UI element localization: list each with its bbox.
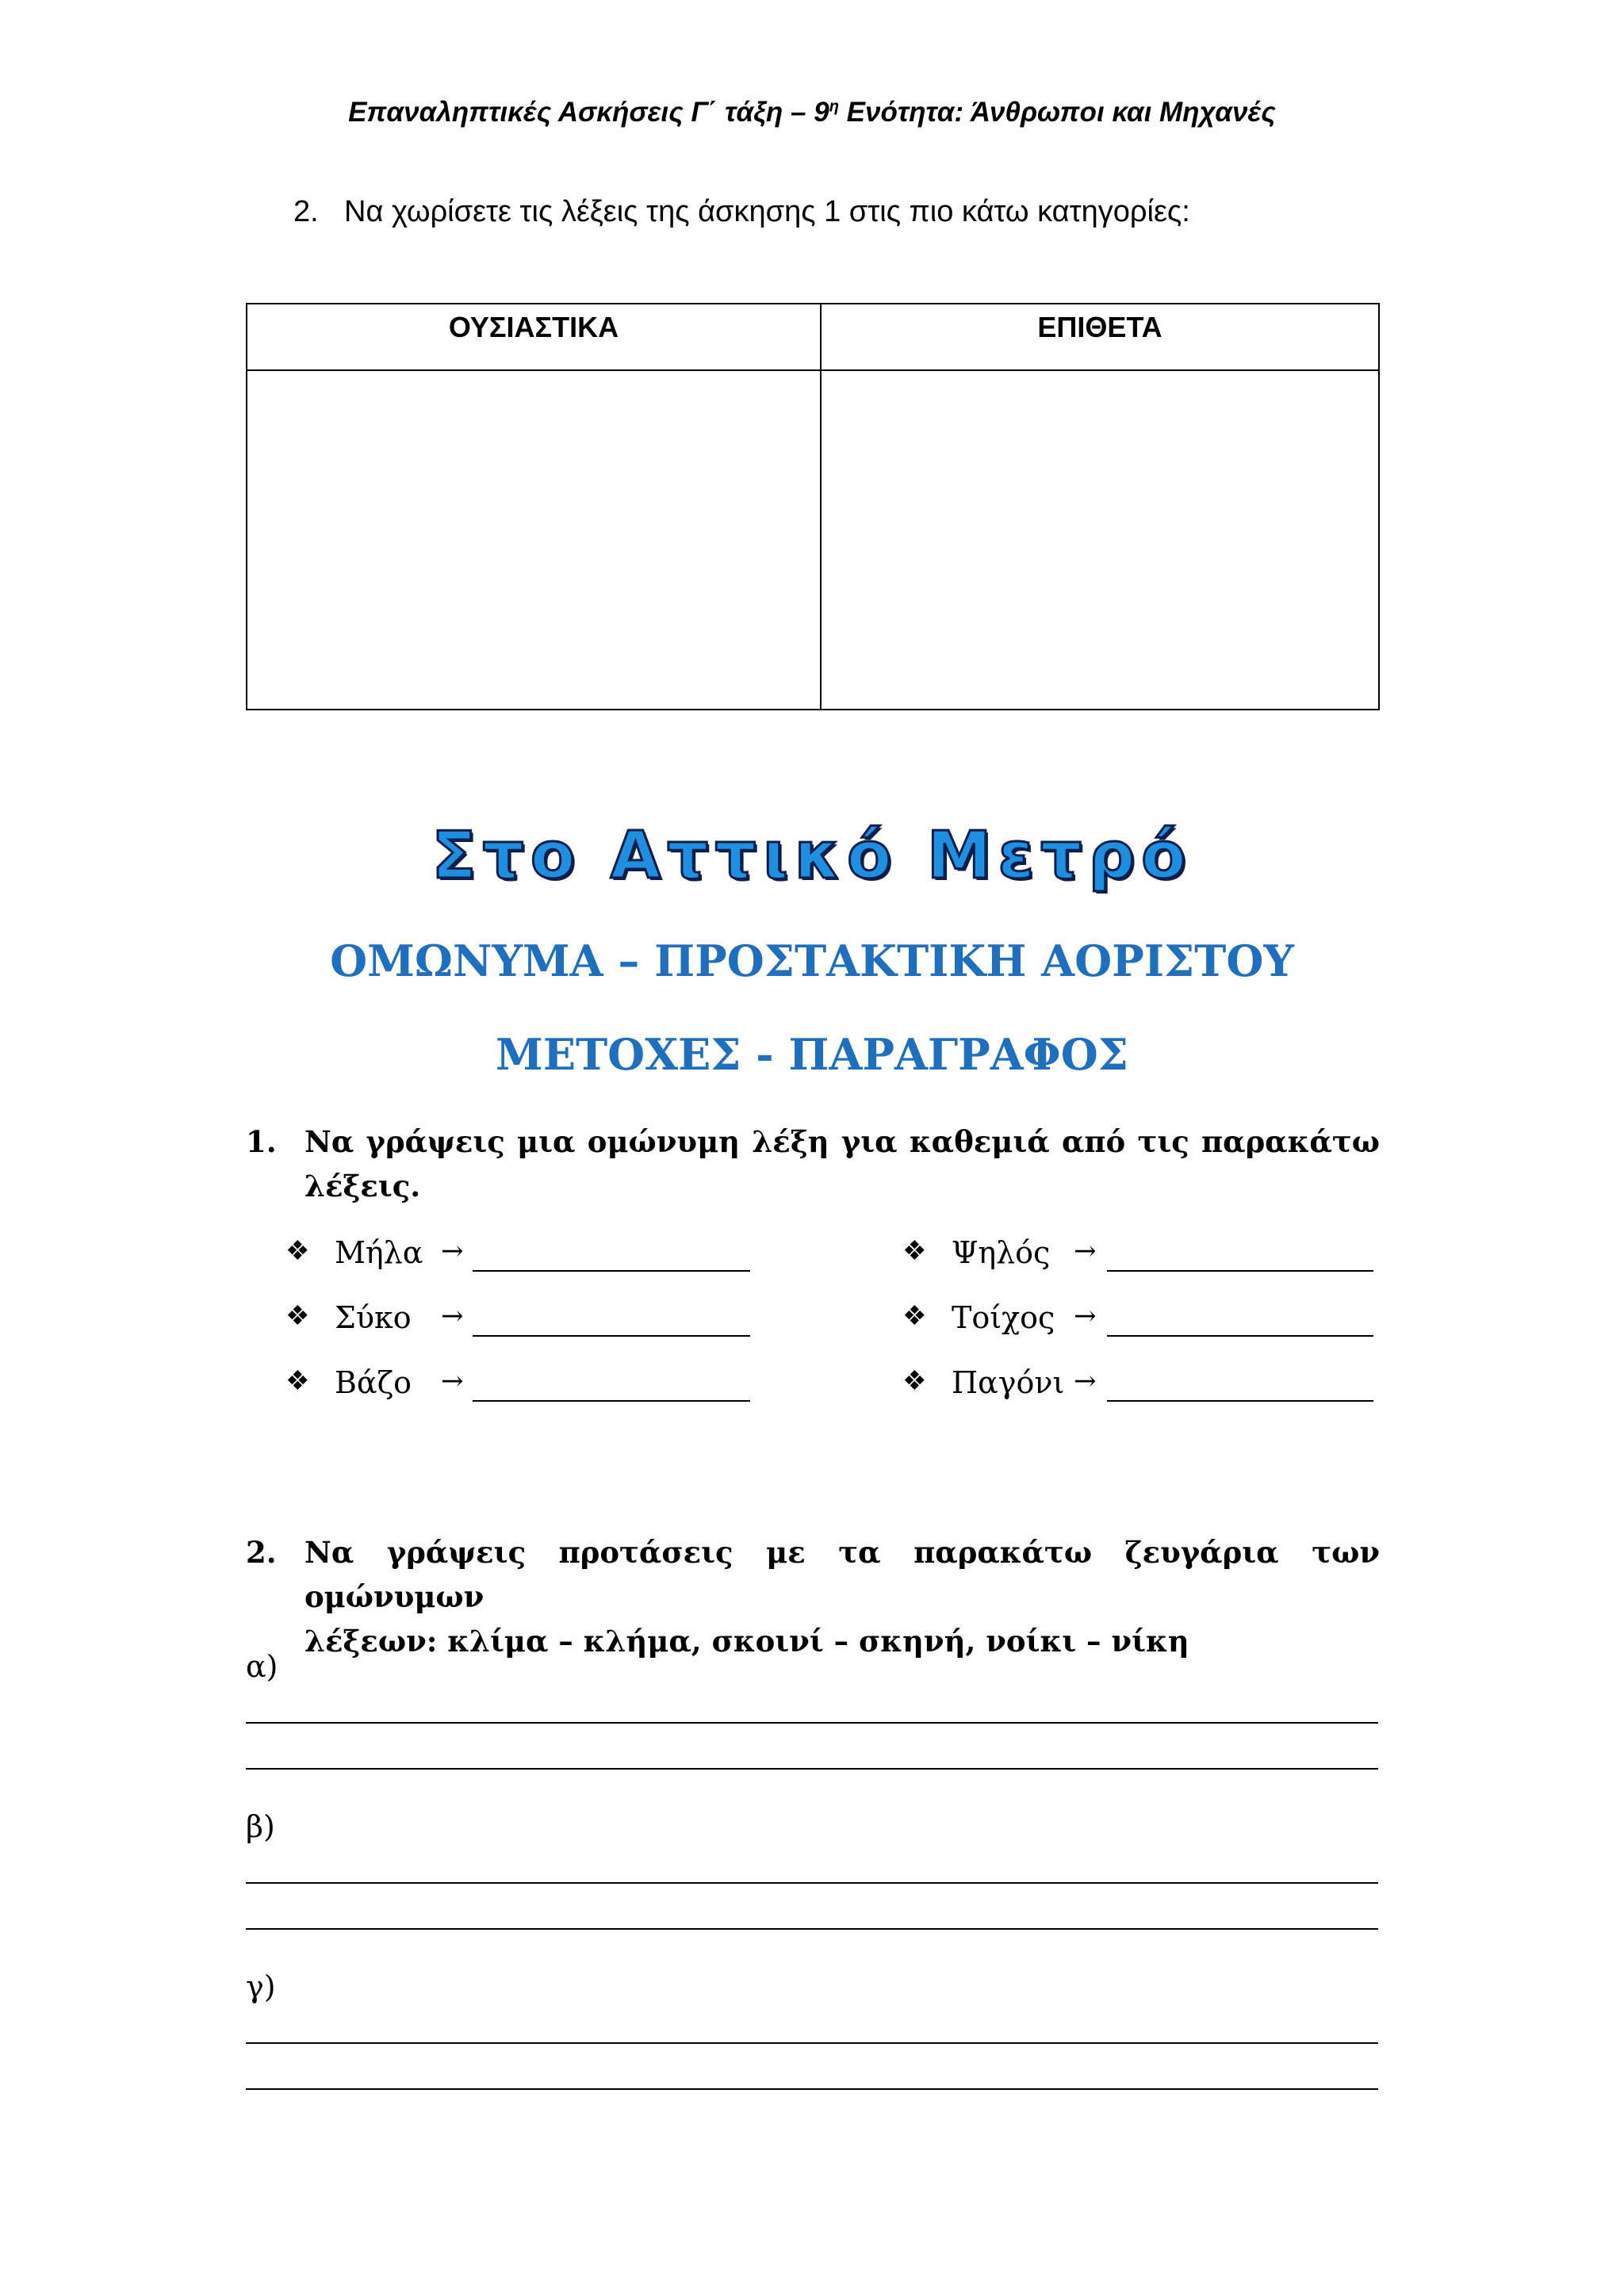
category-table	[246, 303, 1380, 710]
arrow-icon: →	[1074, 1365, 1097, 1397]
answer-blank[interactable]	[1107, 1400, 1373, 1402]
answer-blank[interactable]	[473, 1400, 750, 1402]
bullet-icon: ❖	[285, 1300, 310, 1332]
homonym-item	[285, 1300, 761, 1341]
homonym-item	[902, 1235, 1378, 1276]
nouns-cell[interactable]	[247, 370, 821, 710]
previous-exercise-instruction	[293, 195, 1190, 229]
bullet-icon: ❖	[285, 1365, 310, 1397]
bullet-icon: ❖	[285, 1235, 310, 1267]
answer-label-c: γ)	[246, 1969, 276, 2004]
answer-blank[interactable]	[473, 1335, 750, 1337]
exercise1-text: Να γράψεις μια ομώνυμη λέξη για καθεμιά από τις παρακάτω λέξεις.	[304, 1124, 1380, 1203]
homonym-word: Μήλα	[335, 1235, 423, 1270]
previous-exercise-number: 2.	[293, 195, 319, 228]
answer-label-b: β)	[246, 1809, 275, 1844]
exercise2-instruction	[246, 1530, 1380, 1663]
header-nouns: ΟΥΣΙΑΣΤΙΚΑ	[247, 304, 821, 370]
answer-label-a: α)	[246, 1649, 278, 1684]
header-adjectives: ΕΠΙΘΕΤΑ	[821, 304, 1379, 370]
answer-blank[interactable]	[1107, 1335, 1373, 1337]
header-superscript: η	[829, 98, 839, 116]
answer-blank[interactable]	[1107, 1270, 1373, 1272]
page-header	[0, 97, 1624, 128]
answer-line[interactable]	[246, 2088, 1378, 2090]
answer-line[interactable]	[246, 1722, 1378, 1724]
homonym-item	[902, 1365, 1378, 1406]
arrow-icon: →	[441, 1300, 464, 1332]
answer-line[interactable]	[246, 1768, 1378, 1770]
bullet-icon: ❖	[902, 1235, 927, 1267]
answer-line[interactable]	[246, 1928, 1378, 1930]
subtitle-line1: ΟΜΩΝΥΜΑ – ΠΡΟΣΤΑΚΤΙΚΗ ΑΟΡΙΣΤΟΥ	[330, 936, 1294, 986]
answer-blank[interactable]	[473, 1270, 750, 1272]
homonym-word: Ψηλός	[952, 1235, 1051, 1270]
header-text: Επαναληπτικές Ασκήσεις Γ΄ τάξη – 9	[348, 97, 829, 128]
homonym-item	[285, 1235, 761, 1276]
answer-line[interactable]	[246, 1882, 1378, 1884]
wordart-title: Στο Αττικό Μετρό	[431, 818, 1193, 894]
homonym-word: Τοίχος	[952, 1300, 1055, 1335]
arrow-icon: →	[1074, 1300, 1097, 1332]
arrow-icon: →	[441, 1365, 464, 1397]
exercise1-instruction	[246, 1119, 1380, 1208]
exercise2-text-line1: Να γράψεις προτάσεις με τα παρακάτω ζευγάρια των ομώνυμων	[304, 1535, 1380, 1614]
bullet-icon: ❖	[902, 1365, 927, 1397]
homonym-word: Παγόνι	[952, 1365, 1065, 1400]
arrow-icon: →	[441, 1235, 464, 1267]
header-text-end: Ενότητα: Άνθρωποι και Μηχανές	[838, 97, 1276, 128]
subtitle-line2: ΜΕΤΟΧΕΣ - ΠΑΡΑΓΡΑΦΟΣ	[496, 1029, 1128, 1080]
arrow-icon: →	[1074, 1235, 1097, 1267]
adjectives-cell[interactable]	[821, 370, 1379, 710]
homonym-word: Βάζο	[335, 1365, 412, 1400]
previous-exercise-text: Να χωρίσετε τις λέξεις της άσκησης 1 στις πιο κάτω κατηγορίες:	[344, 195, 1190, 228]
homonym-word: Σύκο	[335, 1300, 412, 1335]
exercise1-number: 1.	[246, 1124, 277, 1159]
exercise2-text-line2: λέξεων: κλίμα – κλήμα, σκοινί – σκηνή, νοίκι – νίκη	[304, 1624, 1189, 1659]
exercise2-number: 2.	[246, 1535, 277, 1570]
homonym-item	[902, 1300, 1378, 1341]
bullet-icon: ❖	[902, 1300, 927, 1332]
answer-line[interactable]	[246, 2042, 1378, 2044]
homonym-item	[285, 1365, 761, 1406]
